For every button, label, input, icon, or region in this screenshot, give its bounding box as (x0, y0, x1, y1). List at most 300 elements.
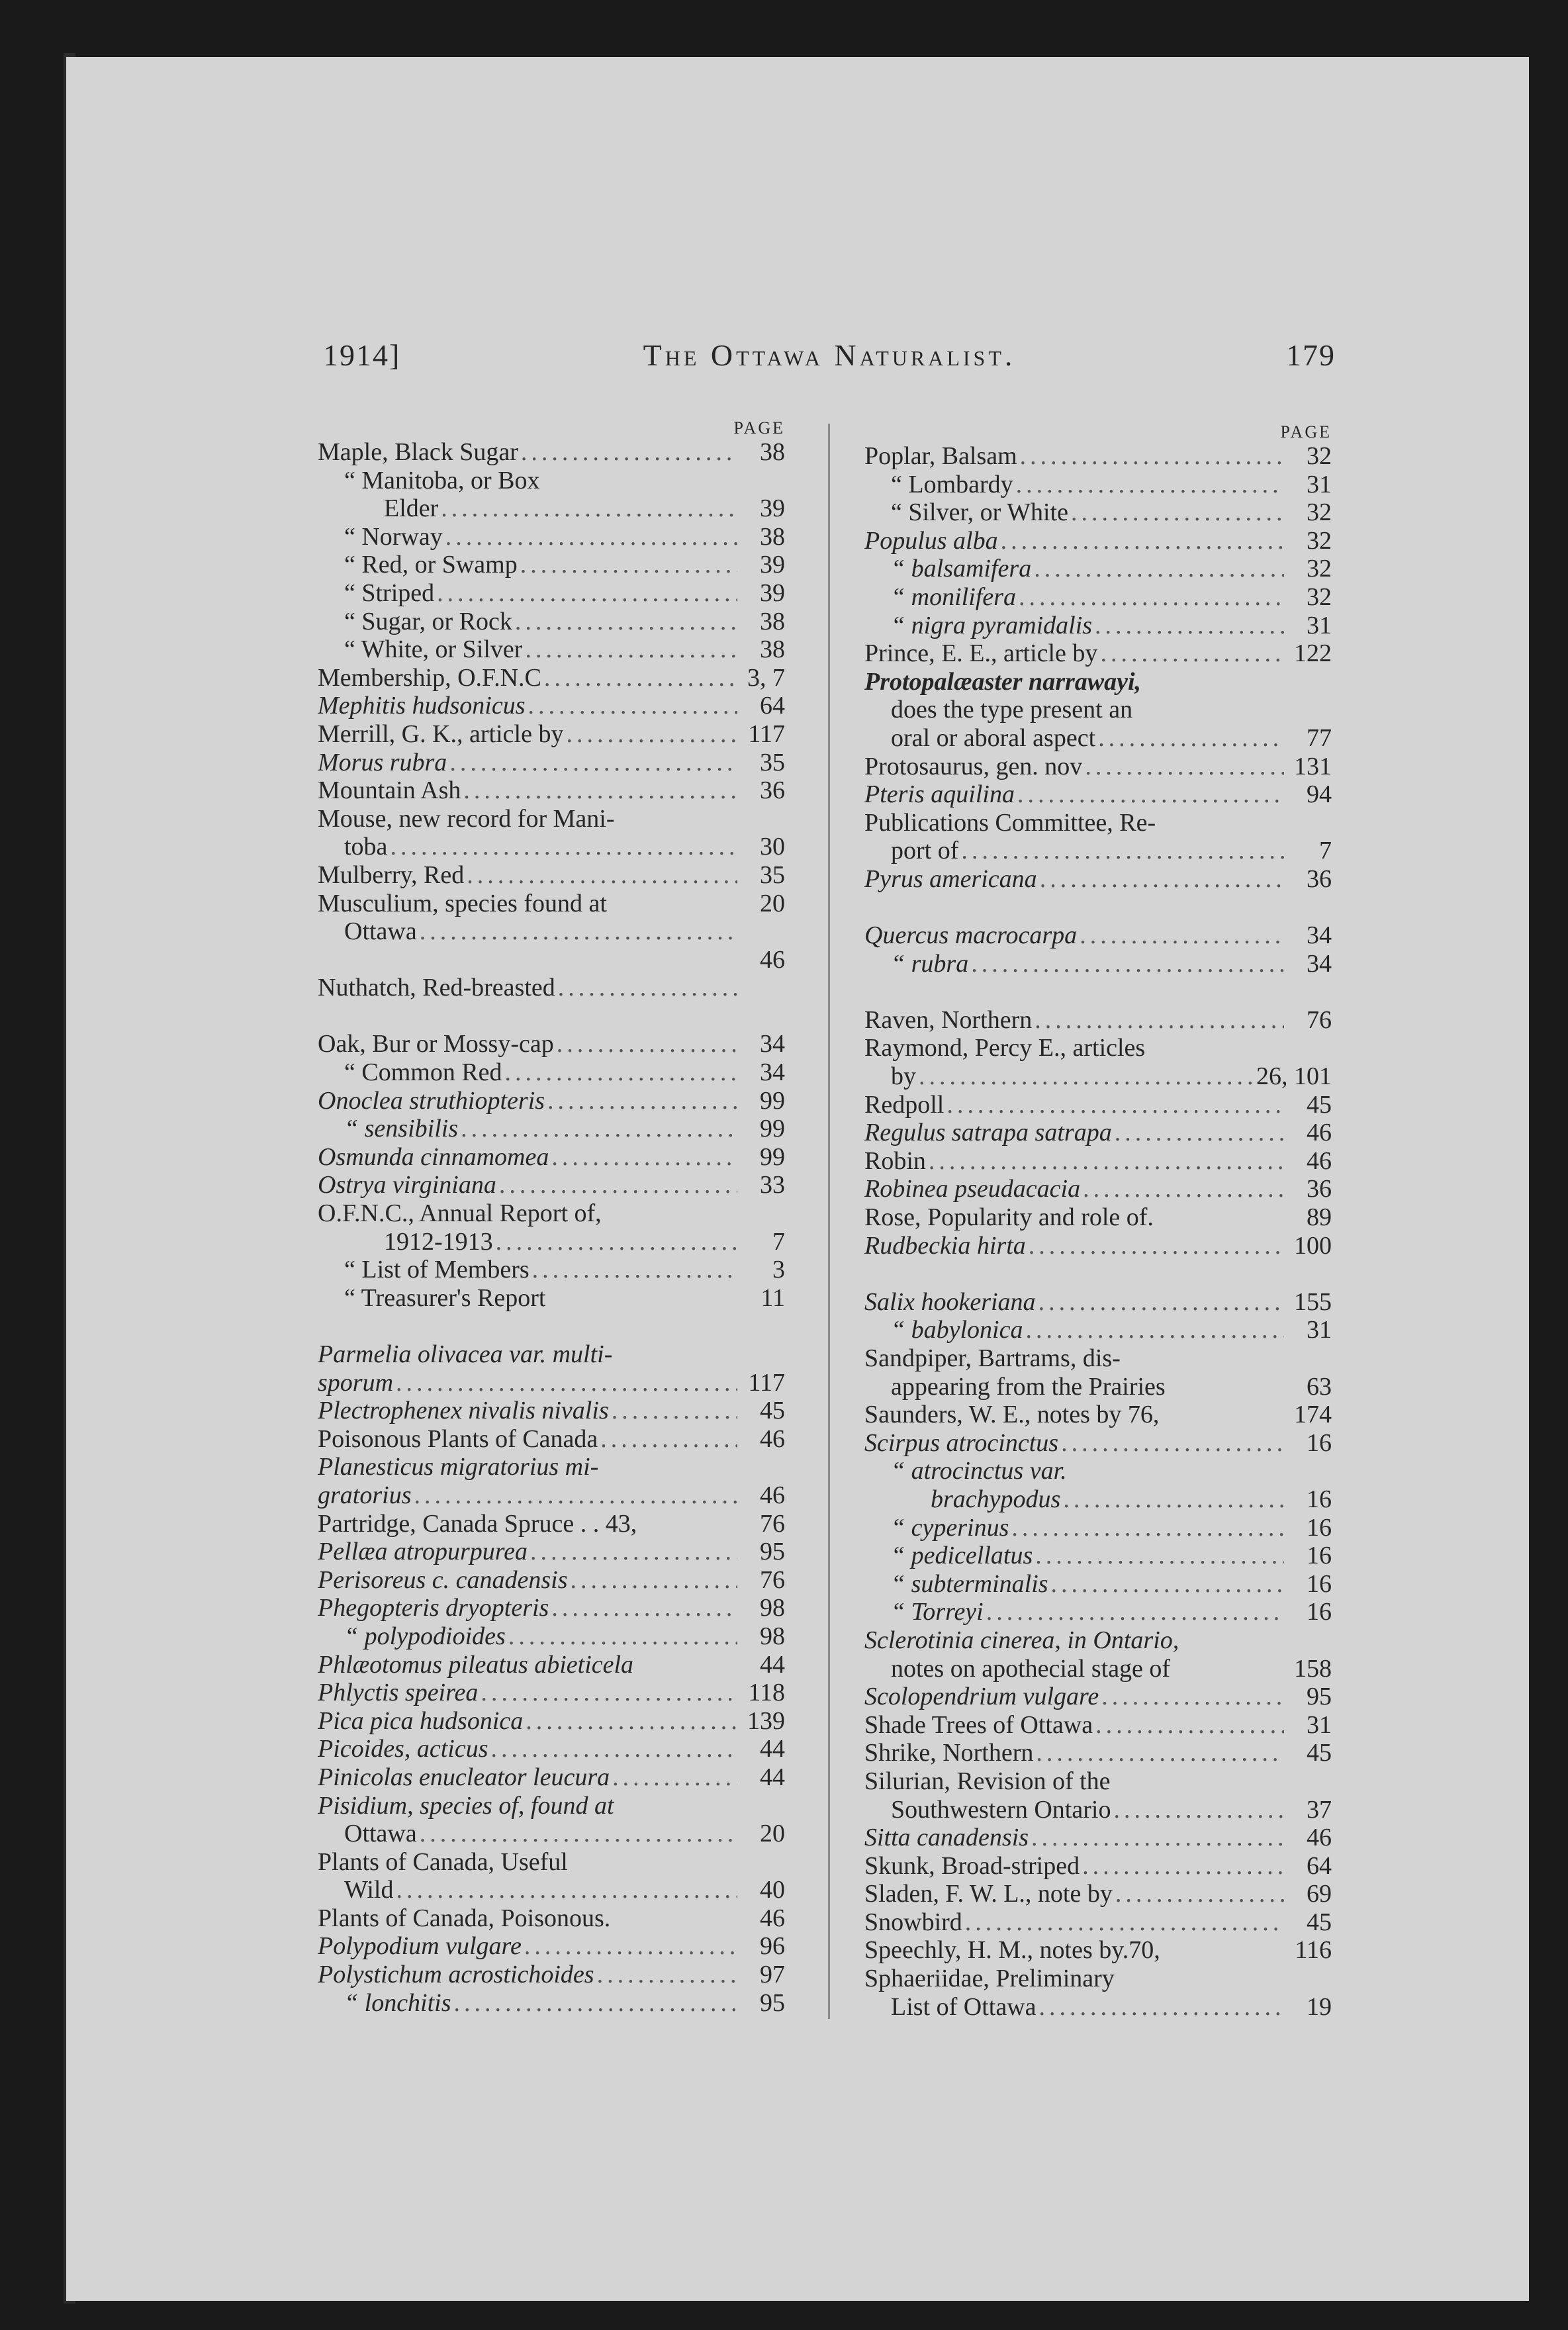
index-entry (318, 664, 785, 692)
entry-page: 95 (760, 1988, 785, 2017)
index-entry (318, 1171, 785, 1199)
entry-page: 97 (760, 1961, 785, 1989)
index-entry (864, 1457, 1332, 1485)
entry-page: 98 (760, 1622, 785, 1650)
entry-text: Ottawa (344, 917, 417, 946)
entry-page: 99 (760, 1142, 785, 1171)
entry-text: Snowbird (864, 1908, 962, 1936)
dot-leader (417, 917, 737, 946)
dot-leader (984, 1598, 1284, 1626)
entry-page: 99 (760, 1086, 785, 1115)
entry-page: 32 (1307, 555, 1332, 583)
index-entry (318, 1792, 785, 1820)
index-entry (864, 724, 1332, 753)
entry-page: 36 (1307, 864, 1332, 893)
entry-text: Sladen, F. W. L., note by (864, 1880, 1113, 1908)
entry-text: Sclerotinia cinerea, in Ontario, (864, 1626, 1179, 1654)
entry-text: Prince, E. E., article by (864, 639, 1098, 668)
entry-text: Phegopteris dryopteris (318, 1594, 549, 1622)
entry-text: “ monilifera (891, 582, 1016, 611)
entry-text: sporum (318, 1368, 394, 1397)
entry-text: Pyrus americana (864, 864, 1037, 893)
entry-page: 46 (1307, 1119, 1332, 1147)
entry-page: 3, 7 (747, 663, 785, 692)
index-entry (864, 921, 1332, 950)
entry-text: by (891, 1062, 916, 1091)
entry-page: 122 (1294, 639, 1332, 668)
entry-text: Robinea pseudacacia (864, 1175, 1081, 1203)
entry-text: Morus rubra (318, 748, 447, 776)
dot-leader (962, 1908, 1284, 1937)
index-entry (318, 1002, 785, 1031)
entry-text: “ subterminalis (891, 1569, 1048, 1598)
index-entry (318, 861, 785, 890)
index-entry (864, 978, 1332, 1006)
entry-text: Saunders, W. E., notes by 76, (864, 1401, 1160, 1429)
entry-text: “ Lombardy (891, 470, 1013, 498)
dot-leader (512, 608, 737, 636)
dot-leader (1068, 498, 1284, 527)
index-entry (318, 1566, 785, 1595)
entry-page: 76 (760, 1509, 785, 1538)
entry-text: Pteris aquilina (864, 780, 1015, 809)
entry-text: Musculium, species found at (318, 889, 607, 917)
index-column-left (318, 418, 785, 2017)
dot-leader (502, 1058, 737, 1087)
entry-text: “ lonchitis (344, 1988, 451, 2017)
entry-text: “ White, or Silver (344, 635, 523, 664)
entry-text: “ Manitoba, or Box (344, 466, 540, 494)
index-entry (864, 1514, 1332, 1542)
index-entry (864, 1542, 1332, 1570)
dot-leader (525, 692, 737, 720)
dot-leader (438, 494, 737, 523)
dot-leader (461, 776, 737, 805)
entry-text: Salix hookeriana (864, 1287, 1036, 1316)
dot-leader (998, 527, 1284, 555)
dot-leader (610, 1763, 737, 1792)
entry-page: 39 (760, 551, 785, 579)
entry-text: Merrill, G. K., article by (318, 720, 564, 748)
index-entry (318, 917, 785, 946)
index-entry (864, 1908, 1332, 1937)
entry-text: Protopalæaster narrawayi, (864, 667, 1142, 696)
index-entry (318, 946, 785, 974)
dot-leader (567, 1566, 737, 1595)
entry-page: 31 (1307, 1316, 1332, 1344)
index-entry (318, 1284, 785, 1313)
entry-page: 34 (1307, 949, 1332, 978)
dot-leader (1111, 1796, 1284, 1824)
index-entry (864, 780, 1332, 809)
index-entry (318, 1228, 785, 1256)
entry-text: Parmelia olivacea var. multi- (318, 1340, 613, 1368)
dot-leader (1032, 1006, 1284, 1035)
entry-page: 44 (760, 1763, 785, 1791)
dot-leader (506, 1622, 737, 1651)
entry-page: 34 (1307, 921, 1332, 950)
dot-leader (549, 1594, 737, 1622)
entry-text: toba (344, 833, 388, 861)
entry-page: 19 (1307, 1992, 1332, 2021)
entry-page: 44 (760, 1735, 785, 1763)
entry-page: 38 (760, 438, 785, 466)
index-entry (318, 1397, 785, 1425)
entry-page: 158 (1294, 1654, 1332, 1683)
entry-text: “ polypodioides (344, 1622, 506, 1650)
entry-text: Plants of Canada, Poisonous. (318, 1904, 611, 1932)
index-entry (864, 583, 1332, 612)
entry-page: 34 (760, 1030, 785, 1058)
index-entry (864, 1880, 1332, 1908)
entry-page: 37 (1307, 1795, 1332, 1824)
entry-page: 38 (760, 522, 785, 551)
entry-page: 45 (1307, 1908, 1332, 1936)
entry-page: 16 (1307, 1428, 1332, 1457)
index-entry (318, 1425, 785, 1454)
dot-leader (451, 1989, 737, 2018)
index-entry (318, 438, 785, 467)
entry-text: Populus alba (864, 526, 998, 555)
index-entry (318, 1510, 785, 1538)
entry-text: “ nigra pyramidalis (891, 611, 1093, 639)
index-entry (864, 1175, 1332, 1203)
index-entry (318, 1143, 785, 1172)
index-entry (864, 1711, 1332, 1740)
index-entry (318, 1989, 785, 2018)
entry-page: 26, 101 (1256, 1062, 1332, 1091)
dot-leader (1031, 555, 1284, 583)
entry-text: “ Silver, or White (891, 498, 1068, 527)
index-entry (864, 1119, 1332, 1147)
index-entry (318, 635, 785, 664)
entry-page: 46 (760, 1424, 785, 1453)
dot-leader (1099, 1683, 1284, 1711)
entry-page: 20 (760, 1820, 785, 1848)
entry-text: Sphaeriidae, Preliminary (864, 1965, 1115, 1993)
dot-leader (1060, 1485, 1284, 1514)
entry-text: Raven, Northern (864, 1005, 1033, 1034)
index-entry (318, 1453, 785, 1481)
entry-page: 155 (1294, 1287, 1332, 1316)
entry-page: 45 (760, 1397, 785, 1425)
dot-leader (478, 1679, 737, 1707)
dot-leader (1097, 639, 1284, 668)
index-entry (864, 442, 1332, 471)
entry-text: Ostrya virginiana (318, 1171, 496, 1199)
entry-text: Shrike, Northern (864, 1739, 1034, 1767)
entry-page: 32 (1307, 498, 1332, 527)
index-entry (318, 1312, 785, 1340)
entry-page: 31 (1307, 1710, 1332, 1739)
index-entry (864, 555, 1332, 583)
entry-page: 95 (1307, 1683, 1332, 1711)
index-entry (864, 1203, 1332, 1232)
entry-text: oral or aboral aspect (891, 723, 1096, 752)
entry-text: Plectrophenex nivalis nivalis (318, 1397, 609, 1425)
entry-text: Elder (384, 494, 439, 523)
entry-text: Rose, Popularity and role of. (864, 1203, 1154, 1232)
entry-page: 16 (1307, 1569, 1332, 1598)
dot-leader (518, 551, 737, 579)
index-entry (864, 1655, 1332, 1683)
entry-page: 16 (1307, 1513, 1332, 1542)
index-entry (318, 1735, 785, 1763)
index-entry (864, 1034, 1332, 1062)
dot-leader (1037, 865, 1284, 894)
index-entry (864, 1429, 1332, 1458)
dot-leader (555, 974, 737, 1002)
entry-text: does the type present an (891, 696, 1133, 724)
dot-leader (528, 1538, 737, 1566)
entry-page: 76 (760, 1565, 785, 1594)
index-entry (318, 1538, 785, 1566)
entry-page: 117 (748, 1368, 785, 1397)
index-entry (318, 805, 785, 833)
index-entry (318, 1622, 785, 1651)
entry-text: Planesticus migratorius mi- (318, 1453, 599, 1481)
index-entry (318, 523, 785, 551)
dot-leader (609, 1397, 737, 1425)
index-entry (318, 692, 785, 720)
entry-page: 16 (1307, 1485, 1332, 1513)
entry-text: O.F.N.C., Annual Report of, (318, 1199, 602, 1228)
page-column-label: PAGE (733, 418, 785, 438)
dot-leader (1082, 753, 1284, 781)
entry-text: Sitta canadensis (864, 1824, 1029, 1852)
dot-leader (493, 1228, 737, 1256)
entry-page: 16 (1307, 1598, 1332, 1626)
entry-text: “ Red, or Swamp (344, 551, 518, 579)
entry-text: Picoides, acticus (318, 1735, 488, 1763)
dot-leader (1015, 780, 1284, 809)
dot-leader (488, 1735, 737, 1763)
index-entry (864, 1767, 1332, 1796)
index-entry (864, 1965, 1332, 1993)
entry-text: Speechly, H. M., notes by.70, (864, 1936, 1160, 1965)
index-entry (864, 1344, 1332, 1373)
entry-text: Southwestern Ontario (891, 1795, 1111, 1824)
index-entry (318, 551, 785, 579)
dot-leader (411, 1481, 737, 1510)
index-entry (864, 1288, 1332, 1317)
entry-page: 46 (1307, 1824, 1332, 1852)
entry-page: 96 (760, 1932, 785, 1961)
index-entry (864, 809, 1332, 837)
entry-text: Mountain Ash (318, 776, 461, 805)
entry-text: Partridge, Canada Spruce . . 43, (318, 1509, 637, 1538)
entry-page: 46 (760, 945, 785, 974)
entry-page: 95 (760, 1538, 785, 1566)
entry-page: 3 (772, 1256, 785, 1284)
dot-leader (916, 1062, 1256, 1091)
entry-page: 32 (1307, 582, 1332, 611)
index-entry (864, 527, 1332, 555)
entry-page: 35 (760, 748, 785, 776)
index-entry (318, 1199, 785, 1228)
entry-text: Raymond, Percy E., articles (864, 1034, 1146, 1062)
dot-leader (1033, 1739, 1284, 1767)
dot-leader (1048, 1570, 1284, 1599)
entry-text: Pica pica hudsonica (318, 1706, 524, 1735)
dot-leader (530, 1256, 737, 1284)
dot-leader (598, 1425, 737, 1454)
dot-leader (522, 1932, 737, 1961)
entry-page: 39 (760, 494, 785, 523)
index-column-right (864, 422, 1332, 2021)
dot-leader (1092, 612, 1284, 640)
entry-text: Redpoll (864, 1090, 945, 1119)
dot-leader (1013, 471, 1284, 499)
entry-text: Mephitis hudsonicus (318, 692, 526, 720)
entry-page: 46 (760, 1481, 785, 1509)
index-entry (318, 1820, 785, 1848)
entry-page: 31 (1307, 611, 1332, 639)
index-entry (864, 1316, 1332, 1344)
dot-leader (518, 438, 737, 467)
dot-leader (545, 1087, 737, 1115)
entry-text: Sandpiper, Bartrams, dis- (864, 1344, 1121, 1372)
entry-page: 46 (1307, 1146, 1332, 1175)
dot-leader (1029, 1824, 1284, 1852)
index-entry (864, 753, 1332, 781)
entry-text: port of (891, 837, 959, 865)
index-entry (864, 1147, 1332, 1176)
entry-text: Mulberry, Red (318, 861, 465, 889)
dot-leader (1017, 442, 1284, 471)
entry-page: 31 (1307, 470, 1332, 498)
index-entry (864, 1993, 1332, 2022)
dot-leader (1093, 1711, 1284, 1740)
entry-text: Poisonous Plants of Canada (318, 1424, 598, 1453)
page-number: 179 (1286, 338, 1336, 372)
entry-page: 32 (1307, 526, 1332, 555)
entry-page: 7 (772, 1227, 785, 1256)
entry-text: brachypodus (931, 1485, 1061, 1513)
entry-text: Oak, Bur or Mossy-cap (318, 1030, 554, 1058)
entry-text: “ List of Members (344, 1256, 530, 1284)
dot-leader (968, 950, 1284, 978)
entry-page: 36 (1307, 1175, 1332, 1203)
page-column-label: PAGE (1280, 422, 1332, 442)
entry-text: Protosaurus, gen. nov (864, 752, 1083, 780)
entry-text: Mouse, new record for Mani- (318, 804, 615, 833)
entry-text: notes on apothecial stage of (891, 1654, 1171, 1683)
dot-leader (1009, 1514, 1284, 1542)
dot-leader (1036, 1288, 1284, 1317)
index-entry (318, 1961, 785, 1989)
index-entry (318, 1256, 785, 1284)
entry-text: gratorius (318, 1481, 412, 1509)
index-entry (864, 1683, 1332, 1711)
dot-leader (563, 720, 737, 749)
dot-leader (1026, 1232, 1284, 1260)
journal-title: The Ottawa Naturalist. (643, 338, 1016, 372)
index-entry (318, 890, 785, 918)
entry-page: 34 (760, 1058, 785, 1087)
dot-leader (1023, 1316, 1284, 1344)
index-entry (318, 1087, 785, 1115)
index-entry (318, 608, 785, 636)
entry-text: Phlyctis speirea (318, 1679, 479, 1707)
index-entry (864, 1739, 1332, 1767)
entry-page: 7 (1319, 837, 1332, 865)
entry-text: Poplar, Balsam (864, 442, 1017, 470)
entry-text: “ rubra (891, 949, 969, 978)
index-entry (318, 974, 785, 1002)
dot-leader (393, 1876, 737, 1904)
index-entry (318, 720, 785, 749)
entry-text: Ottawa (344, 1820, 417, 1848)
index-entry (864, 1852, 1332, 1881)
entry-text: Regulus satrapa satrapa (864, 1119, 1112, 1147)
dot-leader (496, 1171, 737, 1199)
entry-page: 16 (1307, 1542, 1332, 1570)
entry-page: 46 (760, 1904, 785, 1932)
entry-text: Membership, O.F.N.C (318, 663, 541, 692)
entry-text: “ Norway (344, 522, 443, 551)
entry-page: 100 (1294, 1231, 1332, 1260)
entry-text: Maple, Black Sugar (318, 438, 518, 466)
header-year: 1914] (323, 338, 401, 372)
index-entry (318, 1481, 785, 1510)
entry-text: 1912-1913 (384, 1227, 493, 1256)
entry-text: Rudbeckia hirta (864, 1231, 1026, 1260)
index-entry (318, 1340, 785, 1369)
dot-leader (522, 635, 737, 664)
column-divider (828, 424, 830, 2019)
entry-page: 76 (1307, 1005, 1332, 1034)
entry-page: 116 (1295, 1936, 1332, 1965)
index-entry (864, 612, 1332, 640)
dot-leader (944, 1091, 1284, 1119)
index-entry (864, 1626, 1332, 1655)
index-entry (864, 1062, 1332, 1091)
index-entry (318, 1848, 785, 1877)
entry-page: 69 (1307, 1880, 1332, 1908)
index-entry (318, 1679, 785, 1707)
entry-text: “ atrocinctus var. (891, 1457, 1067, 1485)
entry-page: 94 (1307, 780, 1332, 809)
entry-text: “ Treasurer's Report (344, 1283, 546, 1312)
entry-page: 64 (760, 692, 785, 720)
index-entry (864, 837, 1332, 865)
entry-page: 77 (1307, 723, 1332, 752)
index-entry (318, 1030, 785, 1058)
index-entry (318, 1707, 785, 1736)
dot-leader (1112, 1119, 1284, 1147)
running-header (323, 338, 1336, 377)
entry-page: 174 (1294, 1401, 1332, 1429)
index-entry (864, 1570, 1332, 1599)
dot-leader (434, 579, 737, 608)
entry-text: Osmunda cinnamomea (318, 1142, 549, 1171)
dot-leader (464, 861, 737, 890)
entry-text: Silurian, Revision of the (864, 1767, 1111, 1795)
entry-text: “ babylonica (891, 1316, 1023, 1344)
entry-text: Phlæotomus pileatus abieticela (318, 1650, 634, 1679)
entry-text: Scirpus atrocinctus (864, 1428, 1059, 1457)
index-entry (318, 1115, 785, 1143)
entry-text: appearing from the Prairies (891, 1372, 1166, 1401)
entry-page: 117 (748, 720, 785, 748)
index-entry (864, 950, 1332, 978)
entry-text: “ Common Red (344, 1058, 502, 1087)
index-entry (318, 467, 785, 495)
entry-text: “ Striped (344, 579, 435, 607)
dot-leader (443, 523, 737, 551)
index-entry (318, 1763, 785, 1792)
